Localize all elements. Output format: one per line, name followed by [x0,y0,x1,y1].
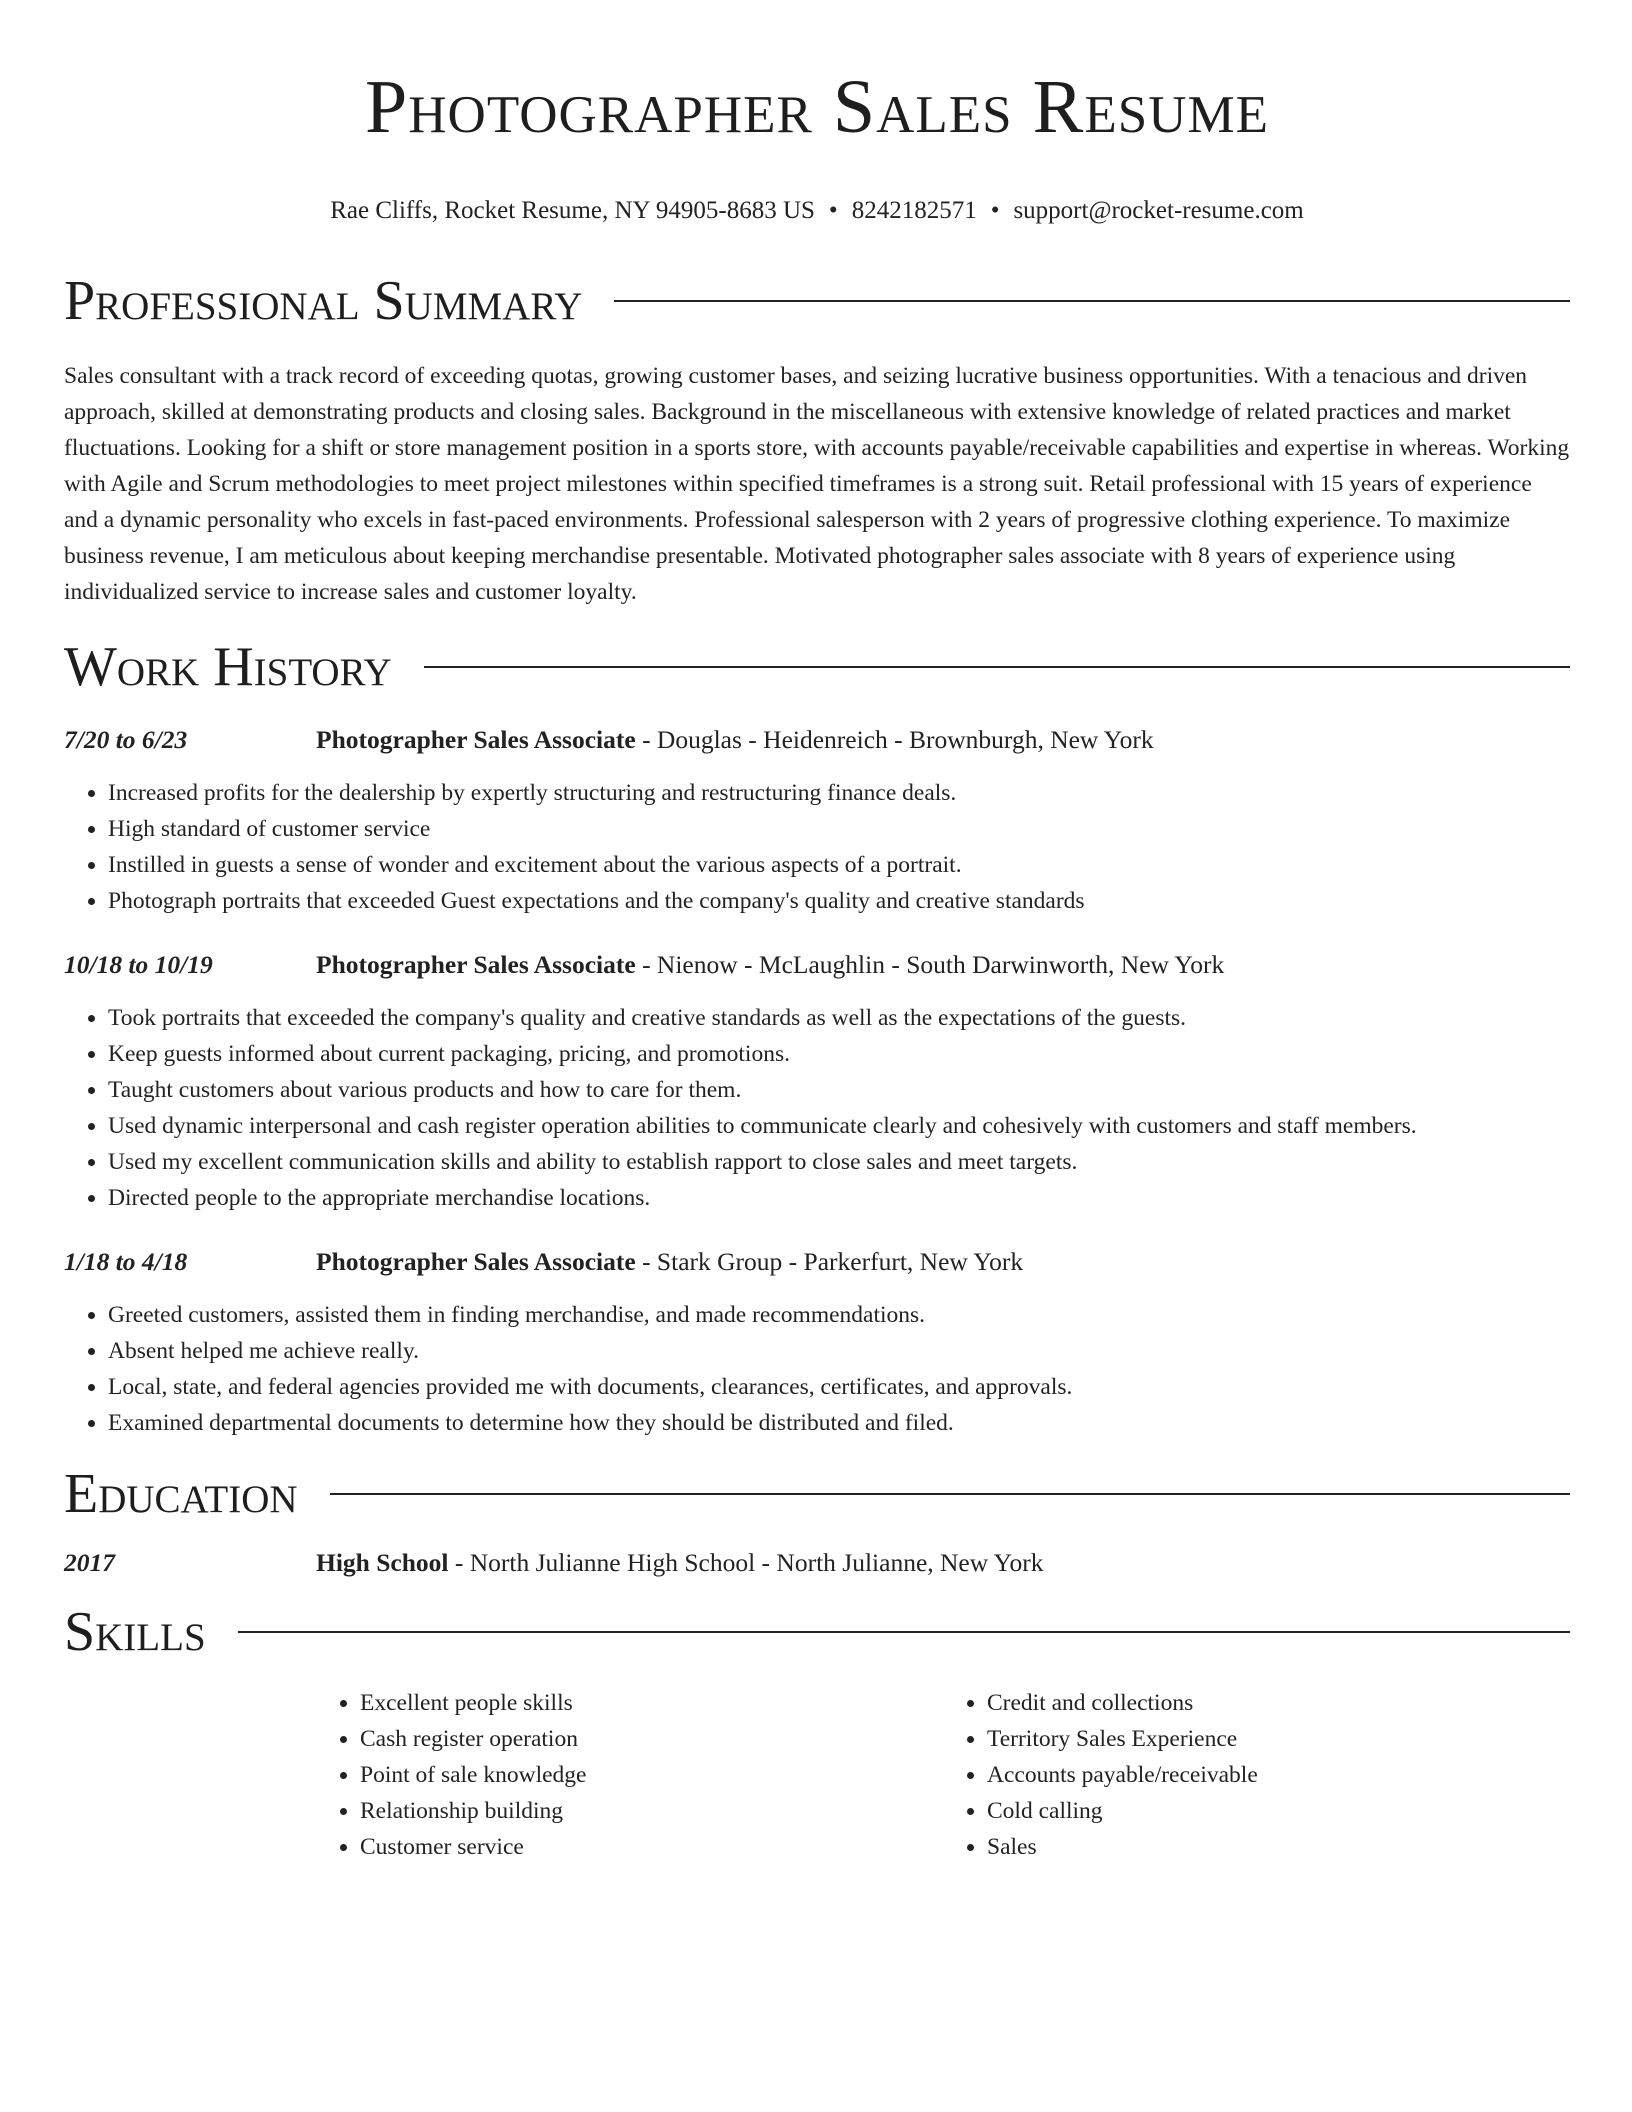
job-bullet-item: • Used dynamic interpersonal and cash register operation abilities to communicate clearly and cohesively with customers and staff members. [108,1108,1570,1144]
education-degree: High School [316,1548,449,1577]
education-school: - North Julianne High School - North Julianne, New York [448,1548,1044,1577]
section-title-work-history: Work History [64,636,392,698]
job-entry-header [64,947,1570,983]
job-bullet-item: • Directed people to the appropriate merchandise locations. [108,1180,1570,1216]
skills-list [316,1685,1570,1865]
contact-address: Rae Cliffs, Rocket Resume, NY 94905-8683 US [330,197,815,224]
job-bullet-item: • Increased profits for the dealership by expertly structuring and restructuring finance deals. [108,775,1570,811]
skill-item: • Cold calling [987,1793,1570,1829]
skill-item: • Credit and collections [987,1685,1570,1721]
section-rule [330,1493,1570,1495]
job-bullet-item: • Used my excellent communication skills and ability to establish rapport to close sales and meet targets. [108,1144,1570,1180]
contact-phone: 8242182571 [851,197,977,224]
page-title: Photographer Sales Resume [365,65,1269,149]
skills-column-left [316,1685,943,1865]
job-company: - Nienow - McLaughlin - South Darwinworth, New York [635,950,1225,979]
section-title-education: Education [64,1463,298,1525]
job-bullet-item: • Local, state, and federal agencies provided me with documents, clearances, certificates, and approvals. [108,1369,1570,1405]
job-company: - Douglas - Heidenreich - Brownburgh, New York [635,725,1154,754]
skills-column-right [943,1685,1570,1865]
section-rule [238,1631,1570,1633]
job-bullets [64,1000,1570,1216]
job-bullet-item: • Took portraits that exceeded the company's quality and creative standards as well as the expectations of the guests. [108,1000,1570,1036]
skill-item: • Sales [987,1829,1570,1865]
contact-separator: • [990,197,1000,224]
resume-page [64,0,1570,1865]
section-rule [424,666,1570,668]
work-history-list [64,722,1570,1441]
section-title-skills: Skills [64,1601,206,1663]
section-header-education [64,1459,1570,1529]
section-header-work-history [64,632,1570,702]
section-rule [614,300,1570,302]
summary-text: Sales consultant with a track record of exceeding quotas, growing customer bases, and seizing lucrative business opportunities. With a tenacious and driven approach, skilled at demonstrating products and closing sales. Background in the miscellaneous with extensive knowledge of related practices and market fluctuations. Looking for a shift or store management position in a sports store, with accounts payable/receivable capabilities and expertise in whereas. Working with Agile and Scrum methodologies to meet project milestones within specified timeframes is a strong suit. Retail professional with 15 years of experience and a dynamic personality who excels in fast-paced environments. Professional salesperson with 2 years of progressive clothing experience. To maximize business revenue, I am meticulous about keeping merchandise presentable. Motivated photographer sales associate with 8 years of experience using individualized service to increase sales and customer loyalty. [64,363,1570,605]
job-title: Photographer Sales Associate [316,725,636,754]
job-bullet-item: • Examined departmental documents to determine how they should be distributed and filed. [108,1405,1570,1441]
skill-item: • Customer service [360,1829,943,1865]
skill-item: • Cash register operation [360,1721,943,1757]
job-title: Photographer Sales Associate [316,1247,636,1276]
job-bullet-item: • Greeted customers, assisted them in finding merchandise, and made recommendations. [108,1297,1570,1333]
education-entry [64,1545,1570,1581]
job-bullet-item: • Instilled in guests a sense of wonder and excitement about the various aspects of a portrait. [108,847,1570,883]
skill-item: • Excellent people skills [360,1685,943,1721]
job-bullets [64,775,1570,919]
job-bullets [64,1297,1570,1441]
skill-item: • Point of sale knowledge [360,1757,943,1793]
job-bullet-item: • Photograph portraits that exceeded Guest expectations and the company's quality and creative standards [108,883,1570,919]
job-company: - Stark Group - Parkerfurt, New York [635,1247,1024,1276]
job-dates: 1/18 to 4/18 [64,1247,188,1276]
contact-separator: • [828,197,838,224]
job-bullet-item: • Keep guests informed about current packaging, pricing, and promotions. [108,1036,1570,1072]
job-dates: 7/20 to 6/23 [64,725,188,754]
skill-item: • Territory Sales Experience [987,1721,1570,1757]
job-bullet-item: • High standard of customer service [108,811,1570,847]
job-bullet-item: • Absent helped me achieve really. [108,1333,1570,1369]
education-year: 2017 [64,1548,115,1577]
job-bullet-item: • Taught customers about various products and how to care for them. [108,1072,1570,1108]
contact-line [64,194,1570,228]
job-entry-header [64,1244,1570,1280]
section-header-summary [64,266,1570,336]
job-title: Photographer Sales Associate [316,950,636,979]
skill-item: • Relationship building [360,1793,943,1829]
job-dates: 10/18 to 10/19 [64,950,213,979]
contact-email: support@rocket-resume.com [1013,197,1304,224]
section-header-skills [64,1597,1570,1667]
skill-item: • Accounts payable/receivable [987,1757,1570,1793]
section-title-summary: Professional Summary [64,270,583,332]
job-entry-header [64,722,1570,758]
